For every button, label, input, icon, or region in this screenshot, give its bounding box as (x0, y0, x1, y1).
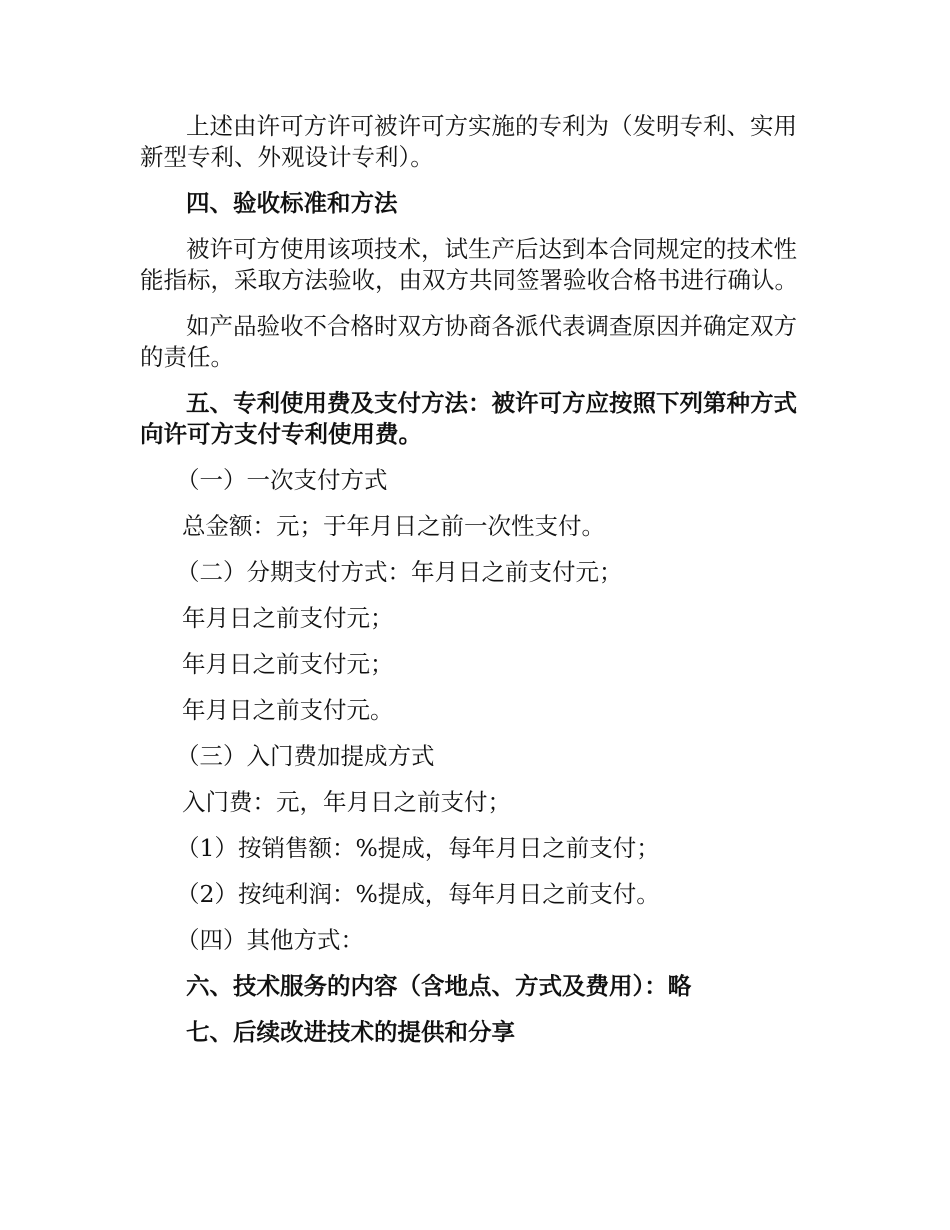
heading-follow-up-improvements: 七、后续改进技术的提供和分享 (186, 1018, 515, 1046)
item-profit-royalty: （2）按纯利润：%提成，每年月日之前支付。 (176, 880, 660, 908)
paragraph-patent-types: 上述由许可方许可被许可方实施的专利为（发明专利、实用新型专利、外观设计专利）。 (140, 112, 797, 171)
heading-acceptance-standards: 四、验收标准和方法 (186, 189, 398, 217)
item-entry-fee: 入门费：元，年月日之前支付； (182, 788, 511, 816)
item-installment-line: 年月日之前支付元； (182, 650, 394, 678)
item-lump-sum-total: 总金额：元；于年月日之前一次性支付。 (182, 512, 605, 540)
item-sales-royalty: （1）按销售额：%提成，每年月日之前支付； (176, 834, 660, 862)
item-installment-line: 年月日之前支付元。 (182, 696, 394, 724)
item-entry-fee-royalty: （三）入门费加提成方式 (176, 742, 435, 770)
paragraph-acceptance-failure: 如产品验收不合格时双方协商各派代表调查原因并确定双方的责任。 (140, 312, 797, 371)
heading-royalty-payment: 五、专利使用费及支付方法：被许可方应按照下列第种方式向许可方支付专利使用费。 (140, 389, 797, 448)
document-page (140, 111, 812, 1063)
item-installment-payment: （二）分期支付方式：年月日之前支付元； (176, 558, 623, 586)
heading-technical-service: 六、技术服务的内容（含地点、方式及费用）：略 (186, 972, 692, 1000)
item-installment-line: 年月日之前支付元； (182, 604, 394, 632)
paragraph-acceptance-method: 被许可方使用该项技术，试生产后达到本合同规定的技术性能指标，采取方法验收，由双方共同签署验收合格书进行确认。 (140, 235, 798, 294)
item-lump-sum-payment: （一）一次支付方式 (176, 466, 388, 494)
item-other-methods: （四）其他方式： (176, 926, 364, 954)
